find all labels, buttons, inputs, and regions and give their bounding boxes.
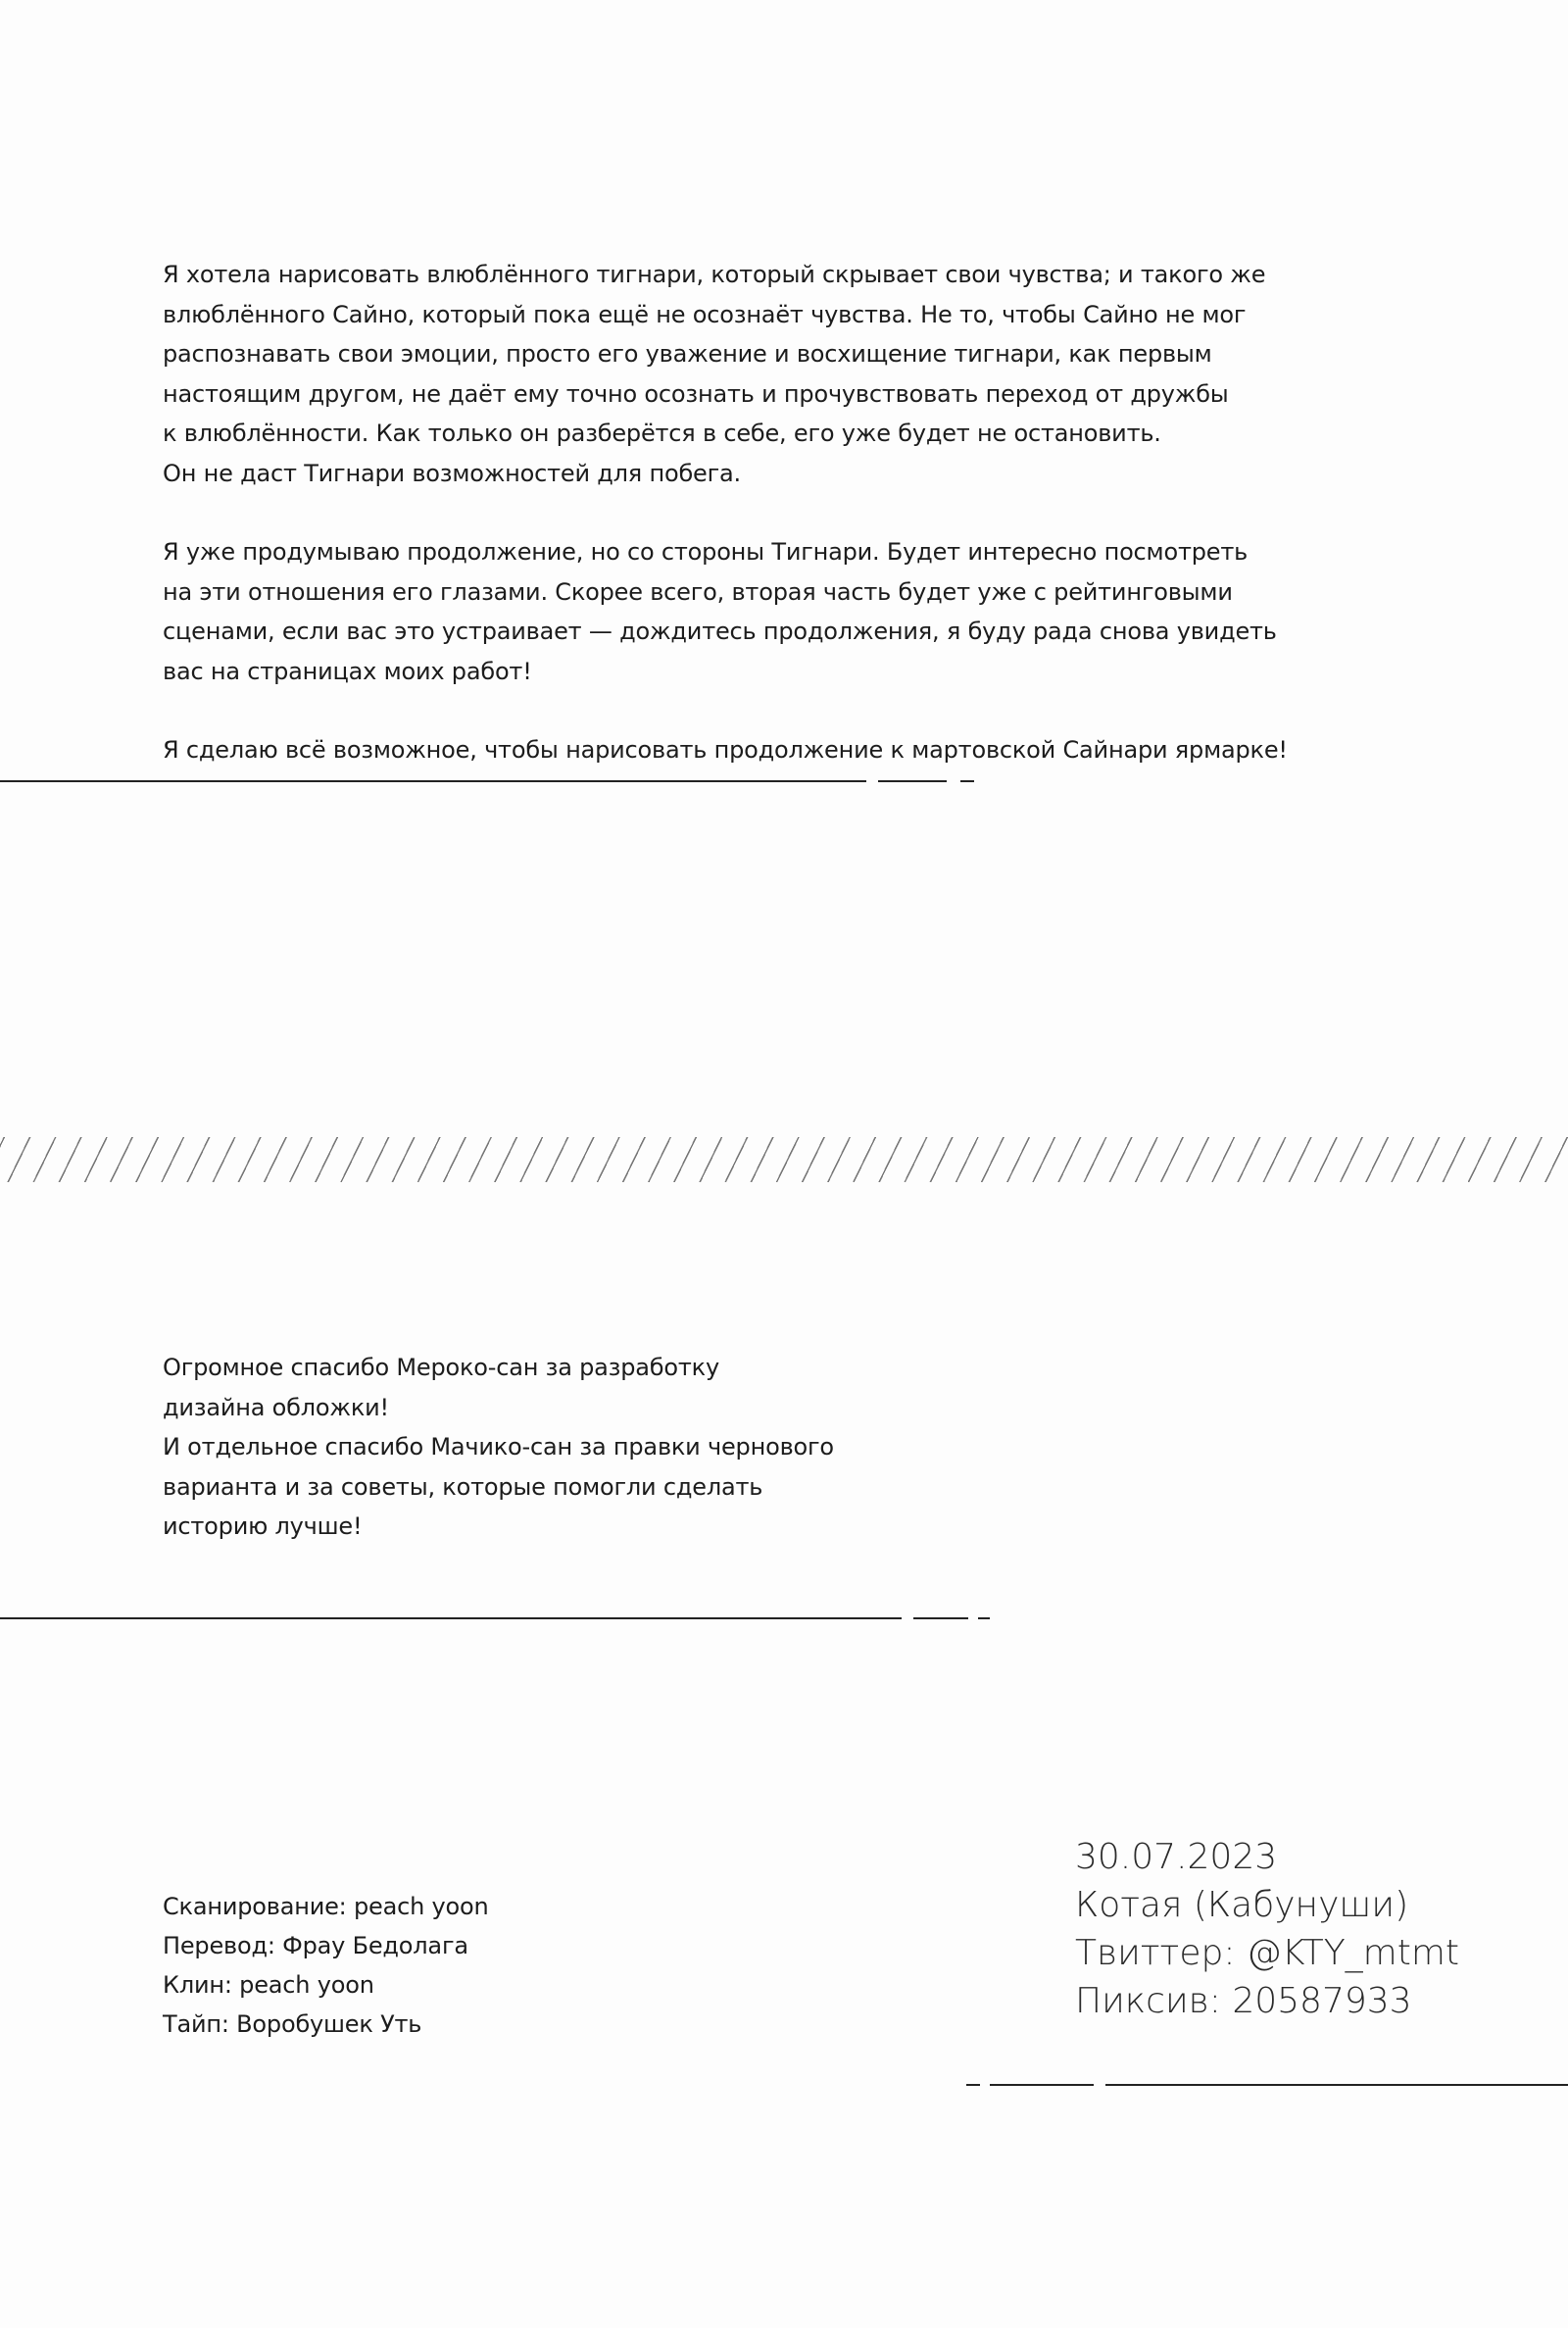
divider-line bbox=[0, 1617, 902, 1619]
credit-translation: Перевод: Фрау Бедолага bbox=[163, 1932, 468, 1959]
publication-date: 30.07.2023 bbox=[1075, 1837, 1278, 1877]
divider-dash bbox=[990, 2084, 1094, 2086]
author-twitter: Твиттер: @KTY_mtmt bbox=[1075, 1933, 1460, 1973]
thanks-line: историю лучше! bbox=[163, 1512, 363, 1540]
credits-text bbox=[163, 1887, 489, 2044]
afterword-line: Я уже продумываю продолжение, но со стороны Тигнари. Будет интересно посмотреть bbox=[163, 538, 1249, 566]
divider-line bbox=[0, 780, 866, 782]
afterword-line: сценами, если вас это устраивает — дождитесь продолжения, я буду рада снова увидеть bbox=[163, 618, 1277, 645]
divider-dash bbox=[878, 780, 947, 782]
divider-dash bbox=[913, 1617, 968, 1619]
author-name: Котая (Кабунуши) bbox=[1075, 1885, 1409, 1925]
credit-scan: Сканирование: peach yoon bbox=[163, 1893, 489, 1920]
afterword-line: Он не даст Тигнари возможностей для побега. bbox=[163, 459, 741, 487]
thanks-line: дизайна обложки! bbox=[163, 1393, 389, 1421]
afterword-line: настоящим другом, не даёт ему точно осознать и прочувствовать переход от дружбы bbox=[163, 379, 1229, 408]
decorative-dash-stripe bbox=[0, 1137, 1568, 1182]
credit-type: Тайп: Воробушек Уть bbox=[163, 2010, 422, 2038]
divider-dash bbox=[978, 1617, 990, 1619]
afterword-line: Я сделаю всё возможное, чтобы нарисовать продолжение к мартовской Сайнари ярмарке! bbox=[163, 736, 1288, 764]
author-pixiv: Пиксив: 20587933 bbox=[1075, 1981, 1412, 2021]
divider-line bbox=[1105, 2084, 1568, 2086]
thanks-line: Огромное спасибо Мероко-сан за разработку bbox=[163, 1354, 719, 1381]
afterword-text bbox=[163, 255, 1288, 770]
afterword-line: вас на страницах моих работ! bbox=[163, 657, 532, 685]
credit-clean: Клин: peach yoon bbox=[163, 1971, 374, 1999]
divider-dash bbox=[966, 2084, 980, 2086]
afterword-line: на эти отношения его глазами. Скорее всего, вторая часть будет уже с рейтинговыми bbox=[163, 577, 1233, 606]
thanks-text bbox=[163, 1348, 834, 1547]
thanks-line: И отдельное спасибо Мачико-сан за правки чернового bbox=[163, 1433, 834, 1461]
divider-dash bbox=[960, 780, 974, 782]
thanks-line: варианта и за советы, которые помогли сделать bbox=[163, 1472, 763, 1501]
author-info bbox=[1075, 1833, 1459, 2025]
afterword-line: влюблённого Сайно, который пока ещё не осознаёт чувства. Не то, чтобы Сайно не мог bbox=[163, 300, 1247, 328]
afterword-line: распознавать свои эмоции, просто его уважение и восхищение тигнари, как первым bbox=[163, 340, 1212, 368]
afterword-line: Я хотела нарисовать влюблённого тигнари, который скрывает свои чувства; и такого же bbox=[163, 261, 1266, 288]
afterword-line: к влюблённости. Как только он разберётся в себе, его уже будет не остановить. bbox=[163, 420, 1161, 447]
